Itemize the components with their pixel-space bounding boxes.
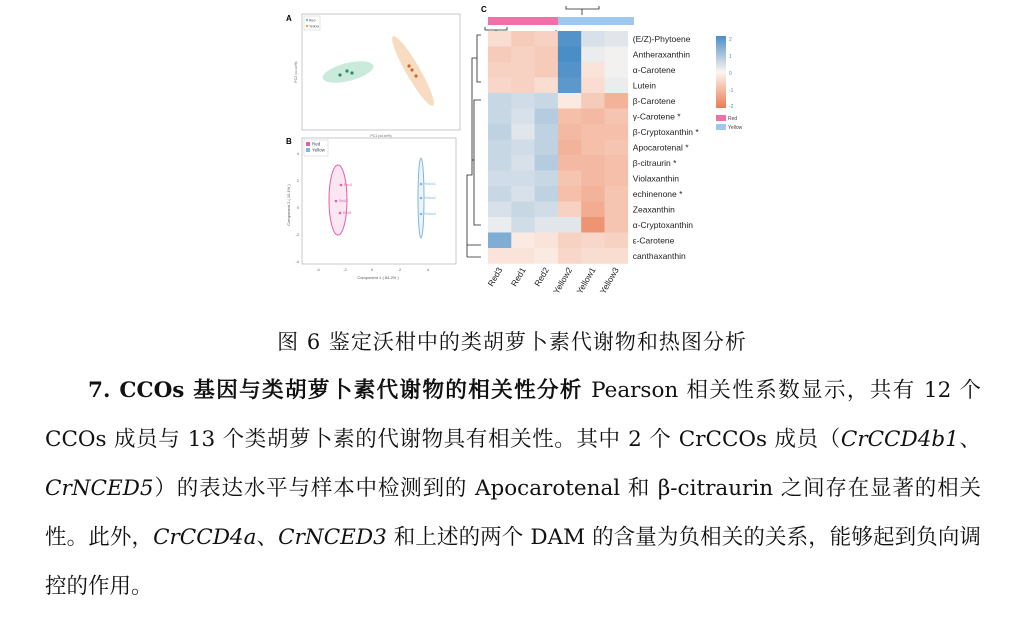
heatmap-row-label: β-Cryptoxanthin * (632, 126, 699, 137)
panel-b-point-label: Red1 (344, 183, 353, 187)
panel-b-ytick: -4 (295, 259, 299, 264)
panel-a-legend-marker-2 (306, 25, 308, 27)
heatmap-cell (558, 78, 582, 94)
heatmap-cell (488, 93, 512, 109)
heatmap-col-labels (486, 265, 621, 295)
heatmap-cell (488, 217, 512, 233)
heatmap-cell (605, 78, 629, 94)
heatmap-cell (488, 124, 512, 140)
heatmap-row-label: Zeaxanthin (632, 204, 675, 215)
heatmap-cell (511, 109, 535, 125)
heatmap-cell (558, 171, 582, 187)
colorbar-tick: -1 (729, 88, 734, 94)
heatmap-cell (605, 233, 629, 249)
heatmap-cell (581, 186, 605, 202)
panel-b-point-label: Yellow1 (424, 182, 436, 186)
heatmap-cell (511, 93, 535, 109)
heatmap-cell (535, 47, 559, 63)
heatmap-cell (535, 171, 559, 187)
panel-a-point (410, 68, 413, 71)
heatmap-cell (558, 186, 582, 202)
panel-a-point (338, 73, 341, 76)
panel-a (286, 14, 460, 138)
gene-name: CrCCD4b1 (840, 427, 959, 452)
heatmap-cell (511, 171, 535, 187)
heatmap-row-label: Violaxanthin (632, 173, 679, 184)
heatmap-cell (605, 47, 629, 63)
heatmap-row-label: ε-Carotene (632, 235, 675, 246)
heatmap-row-label: β-Carotene (632, 95, 676, 106)
paragraph-text: 和上述的两个 DAM 的含量为负相关的关系，能够起到负向调控的作用。 (45, 525, 981, 599)
panel-a-legend-red: Red (309, 18, 316, 23)
gene-name: CrNCED5 (45, 476, 154, 501)
heatmap-cell (535, 155, 559, 171)
group-bar-red (488, 17, 558, 25)
panel-a-point (414, 74, 417, 77)
heatmap-cell (488, 62, 512, 78)
heatmap-cell (511, 62, 535, 78)
heatmap-cell (511, 155, 535, 171)
panel-b-point (420, 197, 423, 200)
heatmap-cell (535, 124, 559, 140)
panel-b-legend-red: Red (312, 141, 321, 147)
panel-b-letter: B (286, 137, 292, 146)
heatmap-cell (511, 124, 535, 140)
body-paragraph (45, 366, 981, 611)
heatmap-cell (581, 124, 605, 140)
group-legend-red-label: Red (728, 116, 738, 122)
heatmap-cell (535, 140, 559, 156)
heatmap-cell (488, 248, 512, 264)
panel-c-letter: C (481, 5, 487, 14)
panel-b-legend-marker-1 (306, 142, 310, 146)
panel-b-xtick: 2 (398, 267, 402, 272)
panel-a-point (345, 69, 348, 72)
group-legend-red-swatch (716, 115, 726, 121)
heatmap-cell (605, 171, 629, 187)
panel-b-point-label: Yellow3 (424, 212, 436, 216)
heatmap-cell (511, 140, 535, 156)
panel-b-ytick: -2 (295, 232, 299, 237)
heatmap-row-label: α-Carotene (632, 64, 676, 75)
heatmap-cell (511, 202, 535, 218)
colorbar-tick: 2 (729, 37, 732, 43)
group-legend-yellow-label: Yellow (728, 125, 743, 131)
heatmap-cell (605, 186, 629, 202)
heatmap-cell (511, 233, 535, 249)
heatmap-cell (535, 217, 559, 233)
heatmap-col-label: Red3 (485, 265, 505, 289)
heatmap-cell (581, 171, 605, 187)
heatmap-cell (535, 233, 559, 249)
heatmap-cell (605, 155, 629, 171)
panel-b-ylabel: Component 2 ( 10.1% ) (286, 184, 291, 226)
heatmap-cell (488, 202, 512, 218)
heatmap-row-label: Antheraxanthin (632, 49, 690, 60)
heatmap-cell (558, 47, 582, 63)
panel-a-point (407, 64, 410, 67)
heatmap-cell (558, 62, 582, 78)
panel-b-point (339, 212, 342, 215)
paragraph-text: 、 (256, 525, 279, 550)
panel-b-ytick: 0 (296, 205, 299, 210)
gene-name: CrCCD4a (153, 525, 257, 550)
group-legend-yellow-swatch (716, 124, 726, 130)
heatmap-cell (581, 217, 605, 233)
heatmap-cells (488, 31, 628, 264)
heatmap-cell (558, 93, 582, 109)
col-dendrogram (566, 6, 599, 15)
panel-b-xtick: 4 (426, 267, 430, 272)
panel-b-point-label: Yellow2 (424, 196, 436, 200)
heatmap-cell (535, 186, 559, 202)
heatmap-cell (605, 248, 629, 264)
heatmap-cell (488, 78, 512, 94)
heatmap-cell (581, 248, 605, 264)
heatmap-cell (558, 124, 582, 140)
heatmap-cell (605, 140, 629, 156)
heatmap-cell (511, 186, 535, 202)
heatmap-cell (581, 233, 605, 249)
panel-a-ylabel: PC2 (xx.xx%) (294, 61, 298, 83)
paragraph-text: ）的表达水平与样本中检测到的 Apocarotenal 和 β-citraurin 之间存在显著的相关性。此外， (45, 476, 981, 550)
colorbar (716, 36, 726, 108)
heatmap-cell (581, 78, 605, 94)
heatmap-cell (488, 233, 512, 249)
heatmap-row-labels (633, 34, 700, 261)
heatmap-cell (488, 140, 512, 156)
panel-b (286, 137, 456, 280)
heatmap-row-label: echinenone * (632, 188, 683, 199)
panel-b-legend-marker-2 (306, 148, 310, 152)
heatmap-cell (605, 109, 629, 125)
heatmap-cell (605, 93, 629, 109)
heatmap-cell (535, 248, 559, 264)
heatmap-row-label: β-citraurin * (632, 157, 677, 168)
panel-a-point (350, 71, 353, 74)
panel-b-point (420, 183, 423, 186)
panel-a-legend-marker-1 (306, 19, 308, 21)
heatmap-col-label: Red2 (532, 265, 551, 289)
heatmap-cell (605, 31, 629, 47)
heatmap-cell (581, 109, 605, 125)
heatmap-row-label: γ-Carotene * (632, 111, 681, 122)
heatmap-cell (581, 47, 605, 63)
gene-name: CrNCED3 (278, 525, 387, 550)
panel-b-ytick: 4 (296, 151, 299, 156)
paragraph-text: Pearson 相关性系数显示，共有 12 个 CCOs 成员与 13 个类胡萝卜素的代谢物具有相关性。其中 2 个 CrCCOs 成员（ (45, 378, 981, 452)
panel-b-plot-area (302, 138, 456, 264)
panel-c (467, 5, 743, 296)
colorbar-ticks (729, 37, 734, 110)
heatmap-cell (558, 233, 582, 249)
heatmap-cell (581, 93, 605, 109)
heatmap-cell (558, 140, 582, 156)
panel-b-point (335, 200, 338, 203)
heatmap-col-label: Yellow2 (551, 265, 575, 296)
heatmap-cell (511, 217, 535, 233)
heatmap-cell (558, 248, 582, 264)
heatmap-cell (581, 62, 605, 78)
row-dendrogram (467, 35, 481, 257)
heatmap-cell (558, 109, 582, 125)
heatmap-cell (535, 202, 559, 218)
heatmap-cell (558, 217, 582, 233)
section-heading: 7. CCOs 基因与类胡萝卜素代谢物的相关性分析 (88, 378, 583, 403)
heatmap-cell (535, 93, 559, 109)
heatmap-cell (511, 78, 535, 94)
panel-a-plot-area (302, 14, 460, 130)
heatmap-cell (558, 31, 582, 47)
colorbar-tick: -2 (729, 104, 734, 110)
heatmap-cell (488, 109, 512, 125)
heatmap-cell (488, 47, 512, 63)
heatmap-row-label: Lutein (632, 80, 656, 91)
heatmap-cell (535, 78, 559, 94)
heatmap-cell (535, 109, 559, 125)
heatmap-cell (581, 202, 605, 218)
heatmap-cell (605, 62, 629, 78)
heatmap-cell (558, 202, 582, 218)
heatmap-col-label: Yellow3 (597, 265, 621, 296)
panel-a-letter: A (286, 14, 292, 23)
panel-b-point-label: Red3 (343, 211, 352, 215)
heatmap-cell (605, 217, 629, 233)
heatmap-row-label: α-Cryptoxanthin (632, 219, 694, 230)
colorbar-tick: 0 (729, 71, 732, 77)
panel-a-legend-yellow: Yellow (309, 24, 319, 29)
heatmap-cell (605, 124, 629, 140)
heatmap-cell (581, 140, 605, 156)
panel-b-xtick: -2 (343, 267, 347, 272)
panel-b-point (340, 184, 343, 187)
panel-b-ytick: 2 (296, 178, 299, 183)
heatmap-row-label: (E/Z)-Phytoene (632, 33, 691, 44)
heatmap-cell (581, 31, 605, 47)
panel-b-xtick: 0 (370, 267, 374, 272)
heatmap-row-label: canthaxanthin (632, 250, 686, 261)
heatmap-cell (605, 202, 629, 218)
panel-b-point (420, 213, 423, 216)
heatmap-col-label: Yellow1 (574, 265, 598, 296)
heatmap-cell (488, 186, 512, 202)
heatmap-cell (535, 31, 559, 47)
panel-b-point-label: Red2 (339, 199, 348, 203)
heatmap-cell (535, 62, 559, 78)
colorbar-tick: 1 (729, 54, 732, 60)
panel-a-xlabel: PC1 (xx.xx%) (370, 134, 392, 138)
panel-b-legend-yellow: Yellow (312, 147, 325, 153)
heatmap-cell (558, 155, 582, 171)
heatmap-cell (511, 47, 535, 63)
heatmap-cell (581, 155, 605, 171)
panel-b-xtick: -4 (316, 267, 320, 272)
panel-b-xlabel: Component 1 ( 84.2% ) (357, 275, 399, 280)
group-bar-yellow (558, 17, 634, 25)
heatmap-cell (488, 155, 512, 171)
heatmap-row-label: Apocarotenal * (632, 142, 689, 153)
paragraph-text: 、 (958, 427, 981, 452)
heatmap-cell (488, 31, 512, 47)
heatmap-col-label: Red1 (508, 265, 528, 289)
heatmap-cell (511, 248, 535, 264)
heatmap-cell (511, 31, 535, 47)
heatmap-cell (488, 171, 512, 187)
figure-caption: 图 6 鉴定沃柑中的类胡萝卜素代谢物和热图分析 (277, 330, 747, 354)
